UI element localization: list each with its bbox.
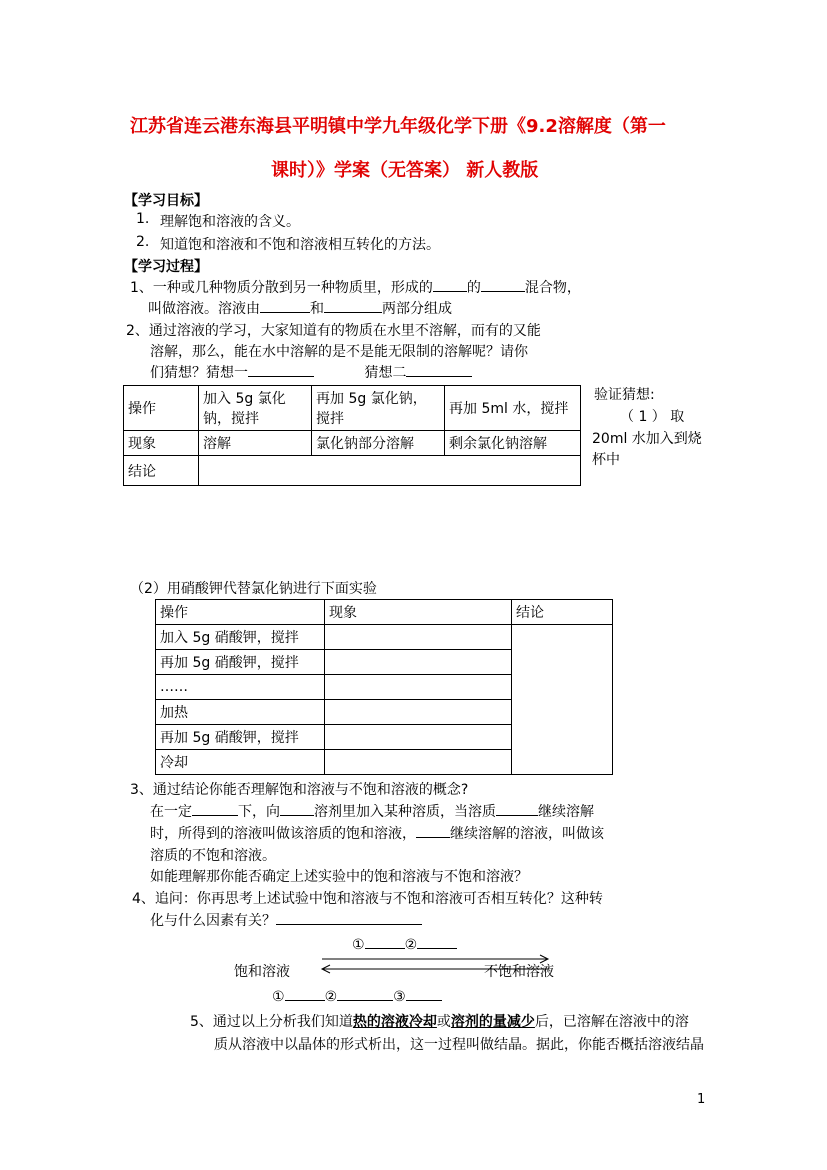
diagram-top-labels bbox=[352, 934, 457, 953]
table-header-cell: 现象 bbox=[325, 600, 512, 625]
num-2: ② bbox=[324, 989, 338, 1005]
q1-text-c: 混合物， bbox=[524, 280, 581, 296]
q2-line-3 bbox=[150, 362, 472, 382]
blank[interactable] bbox=[433, 277, 467, 292]
goal-1: 理解饱和溶液的含义。 bbox=[160, 214, 300, 230]
table-row bbox=[156, 625, 613, 650]
table-cell-conclusion[interactable] bbox=[512, 625, 613, 775]
q1-text-b: 的 bbox=[466, 280, 481, 296]
q4-text: 化与什么因素有关？ bbox=[150, 913, 276, 929]
q3-line-3 bbox=[150, 823, 604, 843]
q5-emph-solvent: 溶剂的量减少 bbox=[450, 1014, 535, 1030]
q2-text-d: 猜想二 bbox=[364, 365, 407, 381]
unsaturated-label: 不饱和溶液 bbox=[484, 964, 554, 980]
title-line-2: 课时）》学案（无答案） 新人教版 bbox=[271, 160, 539, 181]
blank[interactable] bbox=[416, 823, 450, 838]
diagram-bottom-labels bbox=[272, 986, 442, 1005]
q1-text-f: 两部分组成 bbox=[382, 301, 452, 317]
table-cell: 操作 bbox=[124, 386, 199, 431]
table-cell: 剩余氯化钠溶解 bbox=[445, 431, 581, 456]
blank[interactable] bbox=[337, 986, 393, 1001]
section2-heading: （2）用硝酸钾代替氯化钠进行下面实验 bbox=[130, 581, 377, 597]
q1-text-d: 叫做溶液。溶液由 bbox=[148, 301, 260, 317]
table-cell: 溶解 bbox=[199, 431, 312, 456]
q3-line-5: 如能理解那你能否确定上述实验中的饱和溶液与不饱和溶液？ bbox=[150, 869, 528, 885]
q3-line-2 bbox=[150, 801, 594, 821]
q5-text: 后，已溶解在溶液中的溶 bbox=[534, 1014, 689, 1030]
conversion-arrows bbox=[318, 954, 554, 976]
table-cell: 再加 5g 硝酸钾，搅拌 bbox=[156, 650, 325, 675]
num-1: ① bbox=[352, 937, 365, 953]
blank[interactable] bbox=[406, 986, 442, 1001]
blank[interactable] bbox=[260, 298, 310, 313]
q2-line-1: 2、通过溶液的学习，大家知道有的物质在水里不溶解，而有的又能 bbox=[126, 323, 541, 339]
q5-emph-cooling: 热的溶液冷却 bbox=[352, 1014, 437, 1030]
table-cell: 加入 5g 氯化钠，搅拌 bbox=[199, 386, 312, 431]
q3-line-1: 3、通过结论你能否理解饱和溶液与不饱和溶液的概念? bbox=[130, 782, 469, 798]
verify-label: 验证猜想: bbox=[594, 387, 655, 403]
blank[interactable] bbox=[276, 910, 422, 925]
verify-line-2: （ 1 ） 取 bbox=[620, 409, 685, 425]
table-cell[interactable] bbox=[325, 700, 512, 725]
goals-heading: 【学习目标】 bbox=[124, 193, 208, 209]
table-cell-conclusion[interactable] bbox=[199, 456, 581, 486]
q5-text: 5、通过以上分析我们知道 bbox=[190, 1014, 353, 1030]
table-header-cell: 操作 bbox=[156, 600, 325, 625]
q4-line-1: 4、追问：你再思考上述试验中饱和溶液与不饱和溶液可否相互转化？这种转 bbox=[132, 891, 603, 907]
q1-text-a: 1、一种或几种物质分散到另一种物质里，形成的 bbox=[130, 280, 433, 296]
num-3: ③ bbox=[393, 989, 406, 1005]
table-cell[interactable] bbox=[325, 625, 512, 650]
table-nacl bbox=[123, 385, 581, 486]
num-2: ② bbox=[404, 937, 418, 953]
table-cell[interactable] bbox=[325, 675, 512, 700]
blank[interactable] bbox=[280, 801, 314, 816]
q3-text: 继续溶解的溶液，叫做该 bbox=[450, 826, 604, 842]
q3-text: 时，所得到的溶液叫做该溶质的饱和溶液， bbox=[150, 826, 416, 842]
blank[interactable] bbox=[481, 277, 525, 292]
q3-text: 在一定 bbox=[150, 804, 192, 820]
table-row bbox=[124, 386, 581, 431]
q1-line-2 bbox=[148, 298, 452, 318]
q5-line-1 bbox=[190, 1011, 689, 1031]
table-header-cell: 结论 bbox=[512, 600, 613, 625]
table-cell: 加入 5g 硝酸钾，搅拌 bbox=[156, 625, 325, 650]
q3-text: 继续溶解 bbox=[538, 804, 594, 820]
q1-text-e: 和 bbox=[310, 301, 324, 317]
goal-1-num: 1. bbox=[136, 211, 150, 227]
table-cell: 再加 5ml 水，搅拌 bbox=[445, 386, 581, 431]
page-number: 1 bbox=[697, 1092, 706, 1107]
q3-text: 下，向 bbox=[238, 804, 280, 820]
table-cell: …… bbox=[156, 675, 325, 700]
table-kno3 bbox=[155, 599, 613, 775]
verify-line-4: 杯中 bbox=[592, 452, 620, 468]
blank[interactable] bbox=[324, 298, 382, 313]
num-1: ① bbox=[272, 989, 285, 1005]
goal-2-num: 2. bbox=[136, 234, 150, 250]
table-cell: 现象 bbox=[124, 431, 199, 456]
goal-2: 知道饱和溶液和不饱和溶液相互转化的方法。 bbox=[160, 237, 440, 253]
q2-line-2: 溶解，那么，能在水中溶解的是不是能无限制的溶解呢？请你 bbox=[150, 344, 528, 360]
q3-line-4: 溶质的不饱和溶液。 bbox=[150, 848, 276, 864]
table-cell: 再加 5g 硝酸钾，搅拌 bbox=[156, 725, 325, 750]
saturated-label: 饱和溶液 bbox=[234, 964, 290, 980]
verify-line-3: 20ml 水加入到烧 bbox=[592, 431, 702, 447]
q4-line-2 bbox=[150, 910, 422, 930]
blank[interactable] bbox=[417, 934, 457, 949]
blank[interactable] bbox=[285, 986, 325, 1001]
table-row bbox=[156, 600, 613, 625]
table-cell[interactable] bbox=[325, 750, 512, 775]
q2-text-c: 们猜想？猜想一 bbox=[150, 365, 248, 381]
table-row bbox=[124, 431, 581, 456]
blank[interactable] bbox=[248, 362, 314, 377]
title-line-1: 江苏省连云港东海县平明镇中学九年级化学下册《9.2溶解度（第一 bbox=[130, 116, 666, 137]
q5-line-2: 质从溶液中以晶体的形式析出，这一过程叫做结晶。据此，你能否概括溶液结晶 bbox=[214, 1037, 704, 1053]
table-row bbox=[124, 456, 581, 486]
table-cell: 结论 bbox=[124, 456, 199, 486]
blank[interactable] bbox=[192, 801, 238, 816]
q1-line-1 bbox=[130, 277, 581, 297]
table-cell: 冷却 bbox=[156, 750, 325, 775]
q3-text: 溶剂里加入某种溶质，当溶质 bbox=[314, 804, 496, 820]
table-cell: 氯化钠部分溶解 bbox=[312, 431, 445, 456]
q5-text: 或 bbox=[436, 1014, 451, 1030]
blank[interactable] bbox=[406, 362, 472, 377]
blank[interactable] bbox=[365, 934, 405, 949]
table-cell: 再加 5g 氯化钠，搅拌 bbox=[312, 386, 445, 431]
blank[interactable] bbox=[496, 801, 538, 816]
process-heading: 【学习过程】 bbox=[124, 259, 208, 275]
table-cell[interactable] bbox=[325, 650, 512, 675]
table-cell[interactable] bbox=[325, 725, 512, 750]
table-cell: 加热 bbox=[156, 700, 325, 725]
